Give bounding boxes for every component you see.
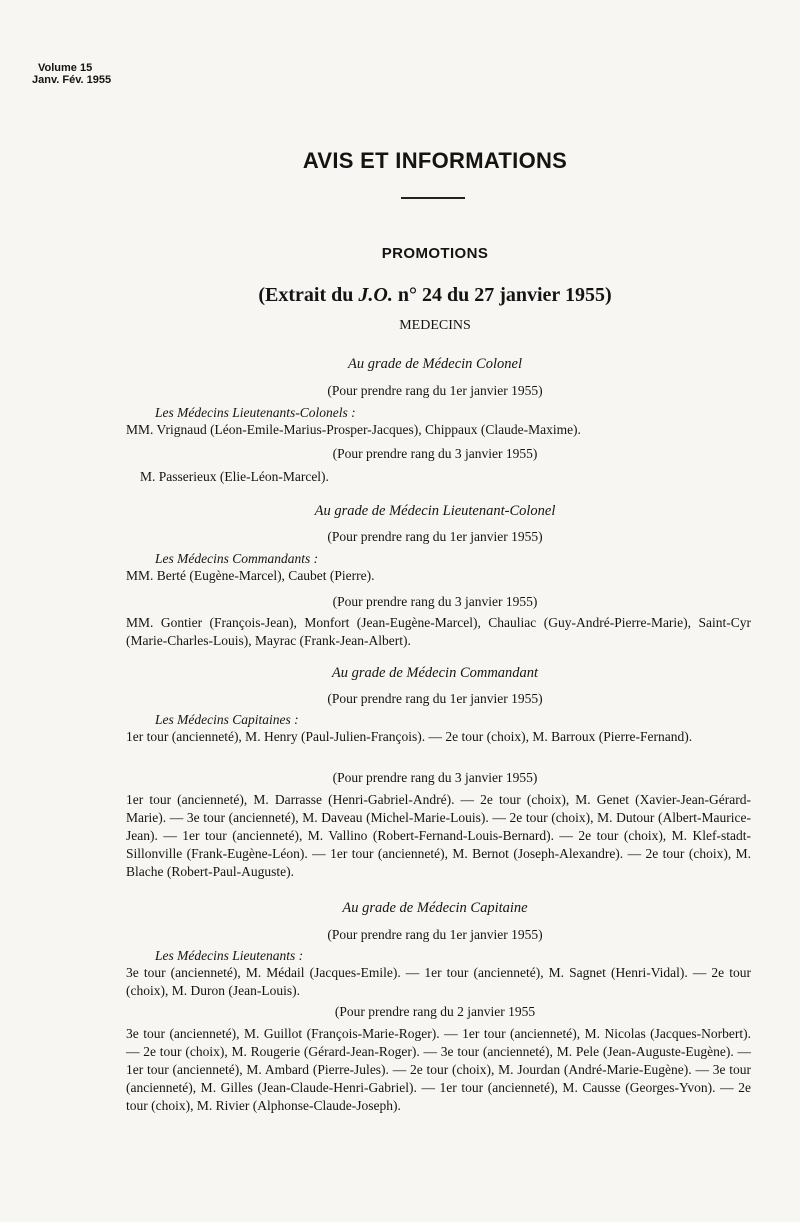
grade-heading-lieutenant-colonel: Au grade de Médecin Lieutenant-Colonel [314,503,556,519]
group-label-commandant: Les Médecins Capitaines : [155,712,299,727]
source-reference [0,284,800,307]
rank-date-colonel-2: (Pour prendre rang du 3 janvier 1955) [332,446,538,461]
rank-date-capitaine-2: (Pour prendre rang du 2 janvier 1955 [334,1004,536,1019]
names-capitaine-1: 3e tour (ancienneté), M. Médail (Jacques-Emile). — 1er tour (ancienneté), M. Sagnet (Henri-Vidal). — 2e tour (choix), M. Duron (Jean-Louis). [126,965,751,998]
rank-date-lt-colonel-1: (Pour prendre rang du 1er janvier 1955) [327,529,543,544]
issue-date: Janv. Fév. 1955 [32,74,112,86]
rank-date-lt-colonel-2: (Pour prendre rang du 3 janvier 1955) [332,594,538,609]
rank-date-colonel-1: (Pour prendre rang du 1er janvier 1955) [327,383,543,398]
rank-date-commandant-1: (Pour prendre rang du 1er janvier 1955) [327,691,543,706]
rank-date-capitaine-1: (Pour prendre rang du 1er janvier 1955) [327,927,543,942]
source-prefix: (Extrait du [258,284,359,306]
names-colonel-2: M. Passerieux (Elie-Léon-Marcel). [140,469,329,484]
volume-number: Volume 15 [38,62,93,74]
section-title: PROMOTIONS [381,245,489,262]
grade-heading-capitaine: Au grade de Médecin Capitaine [342,900,528,916]
names-lt-colonel-2: MM. Gontier (François-Jean), Monfort (Jean-Eugène-Marcel), Chauliac (Guy-André-Pierre-Marie), Saint-Cyr (Marie-Charles-Louis), Mayrac (Frank-Jean-Albert). [126,615,751,648]
grade-heading-commandant: Au grade de Médecin Commandant [331,665,539,681]
grade-heading-colonel: Au grade de Médecin Colonel [348,356,522,372]
page-title: AVIS ET INFORMATIONS [302,148,568,173]
names-commandant-2: 1er tour (ancienneté), M. Darrasse (Henri-Gabriel-André). — 2e tour (choix), M. Genet (Xavier-Jean-Gérard-Marie). — 3e tour (ancienneté), M. Daveau (Michel-Marie-Louis). — 2e tour (choix), M. Dutour (Albert-Maurice-Jean). — 1er tour (ancienneté), M. Vallino (Robert-Fernand-Louis-Bernard). — 2e tour (choix), M. Klef-stadt-Sillonville (Frank-Eugène-Léon). — 1er tour (ancienneté), M. Bernot (Joseph-Alexandre). — 2e tour (choix), M. Blache (Robert-Paul-Auguste). [126,792,751,879]
volume-header [32,62,111,86]
rank-date-commandant-2: (Pour prendre rang du 3 janvier 1955) [332,770,538,785]
group-label-lt-colonel: Les Médecins Commandants : [155,551,319,566]
source-journal: J.O. [358,284,393,306]
names-colonel-1: MM. Vrignaud (Léon-Emile-Marius-Prosper-Jacques), Chippaux (Claude-Maxime). [126,422,581,437]
source-suffix: n° 24 du 27 janvier 1955) [392,284,612,306]
names-lt-colonel-1: MM. Berté (Eugène-Marcel), Caubet (Pierre). [126,568,375,583]
names-capitaine-2: 3e tour (ancienneté), M. Guillot (François-Marie-Roger). — 1er tour (ancienneté), M. Nicolas (Jacques-Norbert). — 2e tour (choix), M. Rougerie (Gérard-Jean-Roger). — 3e tour (ancienneté), M. Pele (Jean-Auguste-Eugène). — 1er tour (ancienneté), M. Ambard (Pierre-Jules). — 2e tour (choix), M. Jourdan (André-Marie-Eugène). — 3e tour (ancienneté), M. Gilles (Jean-Claude-Henri-Gabriel). — 1er tour (ancienneté), M. Causse (Georges-Yvon). — 2e tour (choix), M. Rivier (Alphonse-Claude-Joseph). [126,1026,751,1113]
group-label-capitaine: Les Médecins Lieutenants : [155,948,304,963]
names-commandant-1: 1er tour (ancienneté), M. Henry (Paul-Julien-François). — 2e tour (choix), M. Barroux (Pierre-Fernand). [126,729,693,744]
category-heading: MEDECINS [399,318,471,333]
group-label-colonel: Les Médecins Lieutenants-Colonels : [155,405,356,420]
title-divider [401,197,465,199]
